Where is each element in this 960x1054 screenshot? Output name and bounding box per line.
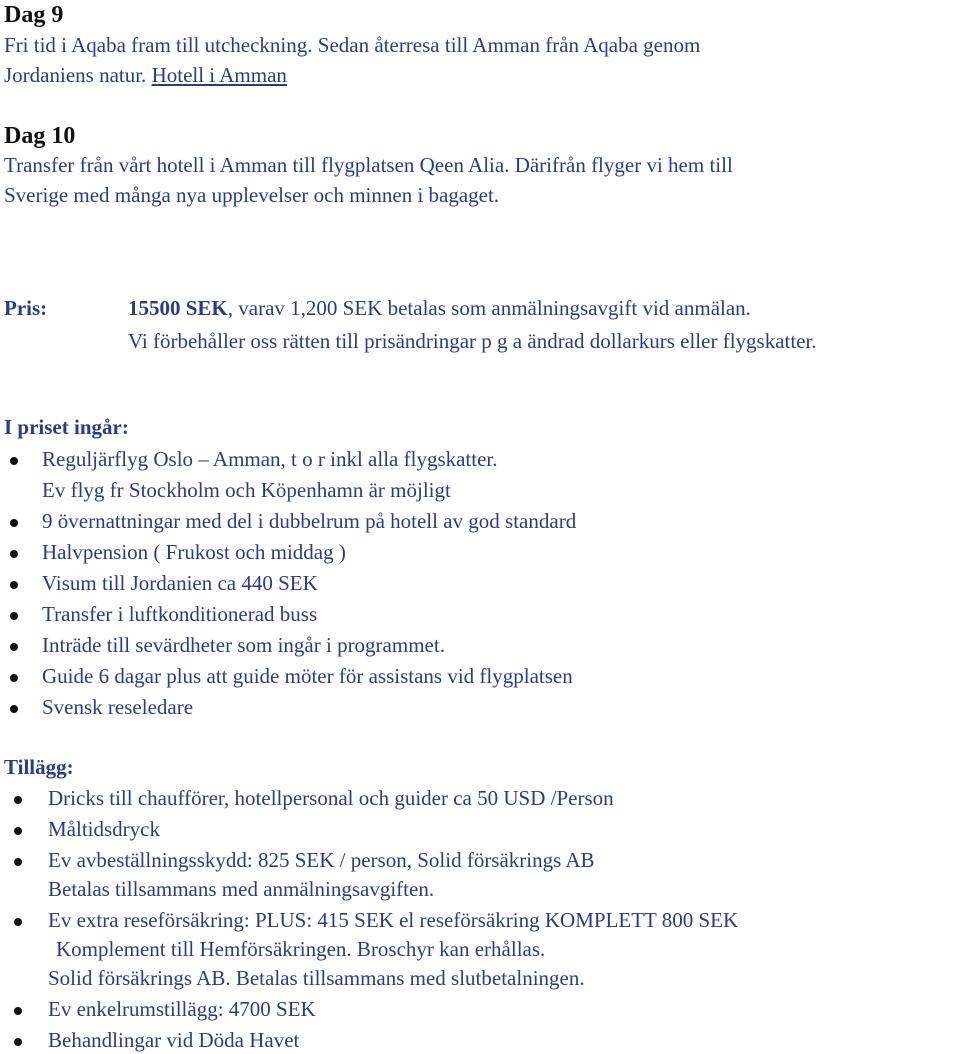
bullet-icon xyxy=(14,918,22,926)
extras-item: Ev enkelrumstillägg: 4700 SEK xyxy=(48,997,316,1021)
bullet-icon xyxy=(10,581,18,589)
day10-line1: Transfer från vårt hotell i Amman till flygplatsen Qeen Alia. Därifrån flyger vi hem till xyxy=(4,153,733,177)
included-item: Transfer i luftkonditionerad buss xyxy=(42,602,318,626)
bullet-icon xyxy=(10,674,18,682)
included-item: Svensk reseledare xyxy=(42,695,194,719)
bullet-icon xyxy=(14,1007,22,1015)
bullet-icon xyxy=(10,457,18,465)
extras-item: Ev avbeställningsskydd: 825 SEK / person, Solid försäkrings AB xyxy=(48,848,595,872)
day9-line1: Fri tid i Aqaba fram till utcheckning. Sedan återresa till Amman från Aqaba genom xyxy=(4,33,701,57)
day9-line2-text: Jordaniens natur. xyxy=(4,63,152,87)
day10-line2: Sverige med många nya upplevelser och minnen i bagaget. xyxy=(4,183,500,207)
included-item: Halvpension ( Frukost och middag ) xyxy=(42,540,346,564)
price-note: Vi förbehåller oss rätten till prisändringar p g a ändrad dollarkurs eller flygskatter. xyxy=(128,329,817,353)
bullet-icon xyxy=(10,519,18,527)
bullet-icon xyxy=(14,1038,22,1046)
included-item: Visum till Jordanien ca 440 SEK xyxy=(42,571,318,595)
included-item: Ev flyg fr Stockholm och Köpenhamn är möjligt xyxy=(42,478,451,502)
day9-line2 xyxy=(4,65,287,86)
hotel-amman-link[interactable]: Hotell i Amman xyxy=(151,63,287,87)
price-label: Pris: xyxy=(4,296,48,320)
day10-heading: Dag 10 xyxy=(4,123,76,149)
extras-item: Måltidsdryck xyxy=(48,817,160,841)
bullet-icon xyxy=(10,550,18,558)
price-line xyxy=(128,298,751,319)
bullet-icon xyxy=(14,796,22,804)
day9-heading: Dag 9 xyxy=(4,2,64,28)
extras-item: Ev extra reseförsäkring: PLUS: 415 SEK el reseförsäkring KOMPLETT 800 SEK xyxy=(48,908,739,932)
extras-heading: Tillägg: xyxy=(4,755,74,779)
included-item: Inträde till sevärdheter som ingår i programmet. xyxy=(42,633,445,657)
included-heading: I priset ingår: xyxy=(4,415,129,439)
extras-item: Behandlingar vid Döda Havet xyxy=(48,1028,300,1052)
extras-item: Dricks till chaufförer, hotellpersonal och guider ca 50 USD /Person xyxy=(48,786,614,810)
bullet-icon xyxy=(14,827,22,835)
bullet-icon xyxy=(14,858,22,866)
included-item: 9 övernattningar med del i dubbelrum på hotell av god standard xyxy=(42,509,577,533)
price-rest: , varav 1,200 SEK betalas som anmälningsavgift vid anmälan. xyxy=(227,296,751,320)
extras-item: Komplement till Hemförsäkringen. Broschyr kan erhållas. xyxy=(56,937,546,961)
included-item: Guide 6 dagar plus att guide möter för assistans vid flygplatsen xyxy=(42,664,573,688)
extras-item: Solid försäkrings AB. Betalas tillsammans med slutbetalningen. xyxy=(48,966,585,990)
price-amount: 15500 SEK xyxy=(128,296,228,320)
bullet-icon xyxy=(10,705,18,713)
extras-item: Betalas tillsammans med anmälningsavgiften. xyxy=(48,877,435,901)
included-item: Reguljärflyg Oslo – Amman, t o r inkl alla flygskatter. xyxy=(42,447,498,471)
bullet-icon xyxy=(10,612,18,620)
bullet-icon xyxy=(10,643,18,651)
